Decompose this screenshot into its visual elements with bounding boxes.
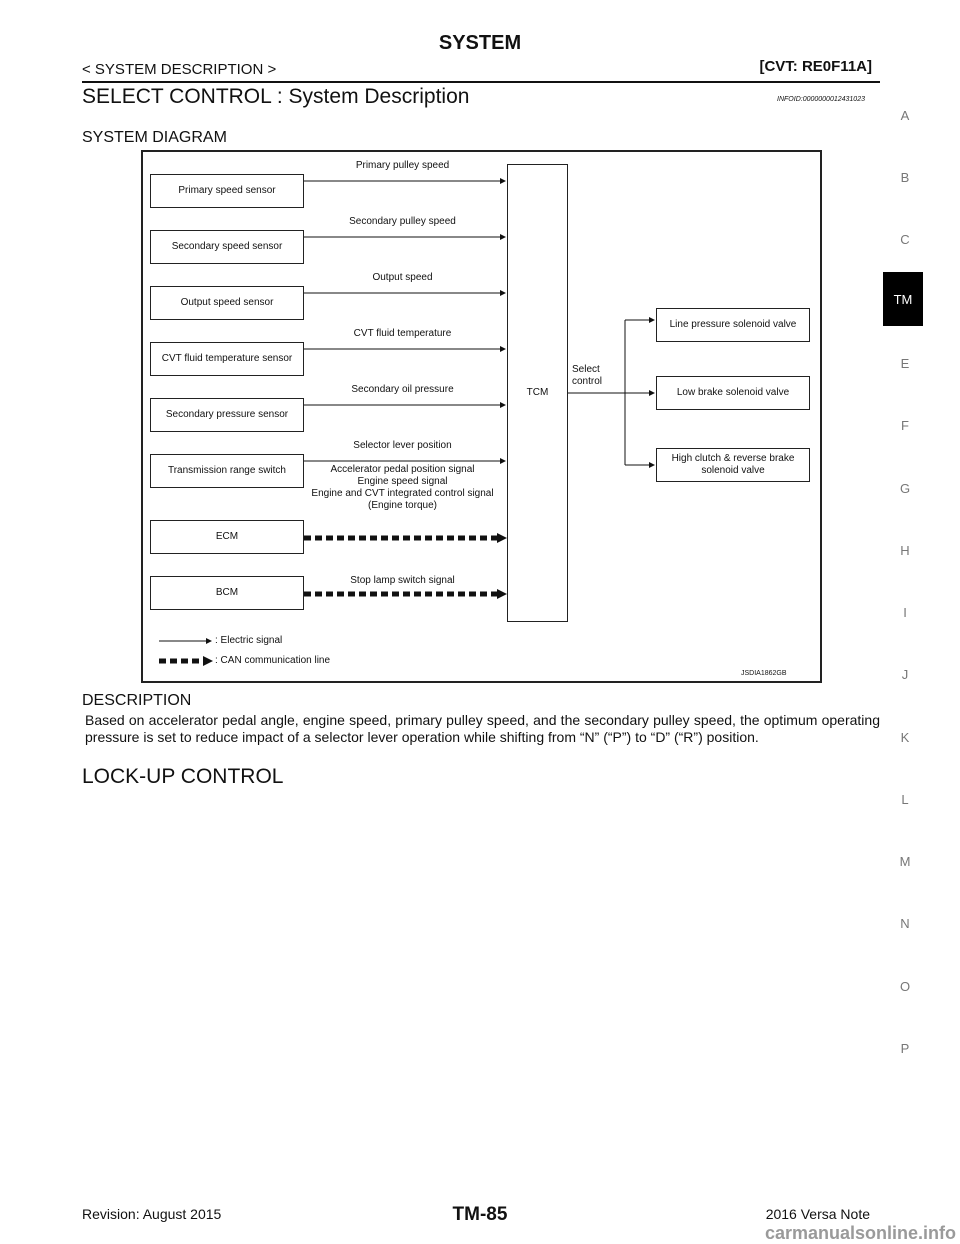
side-tab-a[interactable]: A	[900, 108, 910, 123]
input-box-2: Output speed sensor	[150, 286, 304, 320]
side-tab-i[interactable]: I	[903, 605, 907, 620]
input-box-5: Transmission range switch	[150, 454, 304, 488]
signal-label-6: Accelerator pedal position signal Engine speed signal Engine and CVT integrated control signal (Engine torque)	[311, 464, 494, 511]
section-title: SELECT CONTROL : System Description	[82, 85, 470, 108]
input-box-4: Secondary pressure sensor	[150, 398, 304, 432]
header-divider	[82, 81, 880, 83]
system-diagram	[141, 150, 822, 683]
signal-label-0: Primary pulley speed	[355, 160, 450, 171]
tcm-box: TCM	[507, 164, 568, 622]
side-tab-b[interactable]: B	[900, 170, 910, 185]
description-heading: DESCRIPTION	[82, 692, 192, 709]
watermark: carmanualsonline.info	[764, 1223, 956, 1243]
output-box-1: Low brake solenoid valve	[656, 376, 810, 410]
model-code: [CVT: RE0F11A]	[759, 58, 872, 75]
side-tab-h[interactable]: H	[900, 543, 910, 558]
side-tab-l[interactable]: L	[901, 792, 909, 807]
input-box-7: BCM	[150, 576, 304, 610]
side-tab-c[interactable]: C	[900, 232, 910, 247]
revision-date: Revision: August 2015	[82, 1206, 222, 1222]
signal-label-5: Selector lever position	[353, 440, 452, 451]
legend-electric-label: : Electric signal	[215, 635, 283, 646]
diagram-heading: SYSTEM DIAGRAM	[82, 129, 227, 146]
next-section-title: LOCK-UP CONTROL	[82, 765, 284, 788]
side-tab-j[interactable]: J	[901, 667, 909, 682]
figure-id: JSDIA1862GB	[741, 670, 787, 677]
output-box-2: High clutch & reverse brake solenoid valve	[656, 448, 810, 482]
side-tab-n[interactable]: N	[900, 916, 910, 931]
side-tab-o[interactable]: O	[899, 979, 911, 994]
breadcrumb: < SYSTEM DESCRIPTION >	[82, 61, 277, 78]
side-tab-k[interactable]: K	[900, 730, 910, 745]
info-id: INFOID:0000000012431023	[777, 96, 865, 103]
model-year: 2016 Versa Note	[765, 1206, 870, 1222]
signal-label-3: CVT fluid temperature	[353, 328, 452, 339]
side-tab-p[interactable]: P	[900, 1041, 910, 1056]
can-arrow-6	[497, 533, 507, 543]
signal-label-2: Output speed	[372, 272, 433, 283]
side-tab-e[interactable]: E	[900, 356, 910, 371]
signal-label-1: Secondary pulley speed	[349, 216, 456, 227]
legend-can-label: : CAN communication line	[215, 655, 331, 666]
page-number: TM-85	[452, 1204, 508, 1225]
input-box-1: Secondary speed sensor	[150, 230, 304, 264]
legend-can-arrow	[203, 656, 213, 666]
input-box-3: CVT fluid temperature sensor	[150, 342, 304, 376]
select-control-label: Select control	[572, 364, 603, 387]
description-text: Based on accelerator pedal angle, engine speed, primary pulley speed, and the secondary pulley speed, the optimum operating pressure is set to reduce impact of a selector lever operation while shifting from “N” (“P”) to “D” (“R”) position.	[85, 712, 880, 745]
side-tab-active-tm[interactable]: TM	[883, 272, 923, 326]
signal-label-4: Secondary oil pressure	[351, 384, 454, 395]
can-arrow-7	[497, 589, 507, 599]
output-box-0: Line pressure solenoid valve	[656, 308, 810, 342]
signal-label-7: Stop lamp switch signal	[350, 575, 455, 586]
side-tab-f[interactable]: F	[901, 418, 909, 433]
side-tab-m[interactable]: M	[899, 854, 911, 869]
page-header-title: SYSTEM	[438, 32, 522, 54]
side-tab-g[interactable]: G	[899, 481, 911, 496]
input-box-0: Primary speed sensor	[150, 174, 304, 208]
input-box-6: ECM	[150, 520, 304, 554]
